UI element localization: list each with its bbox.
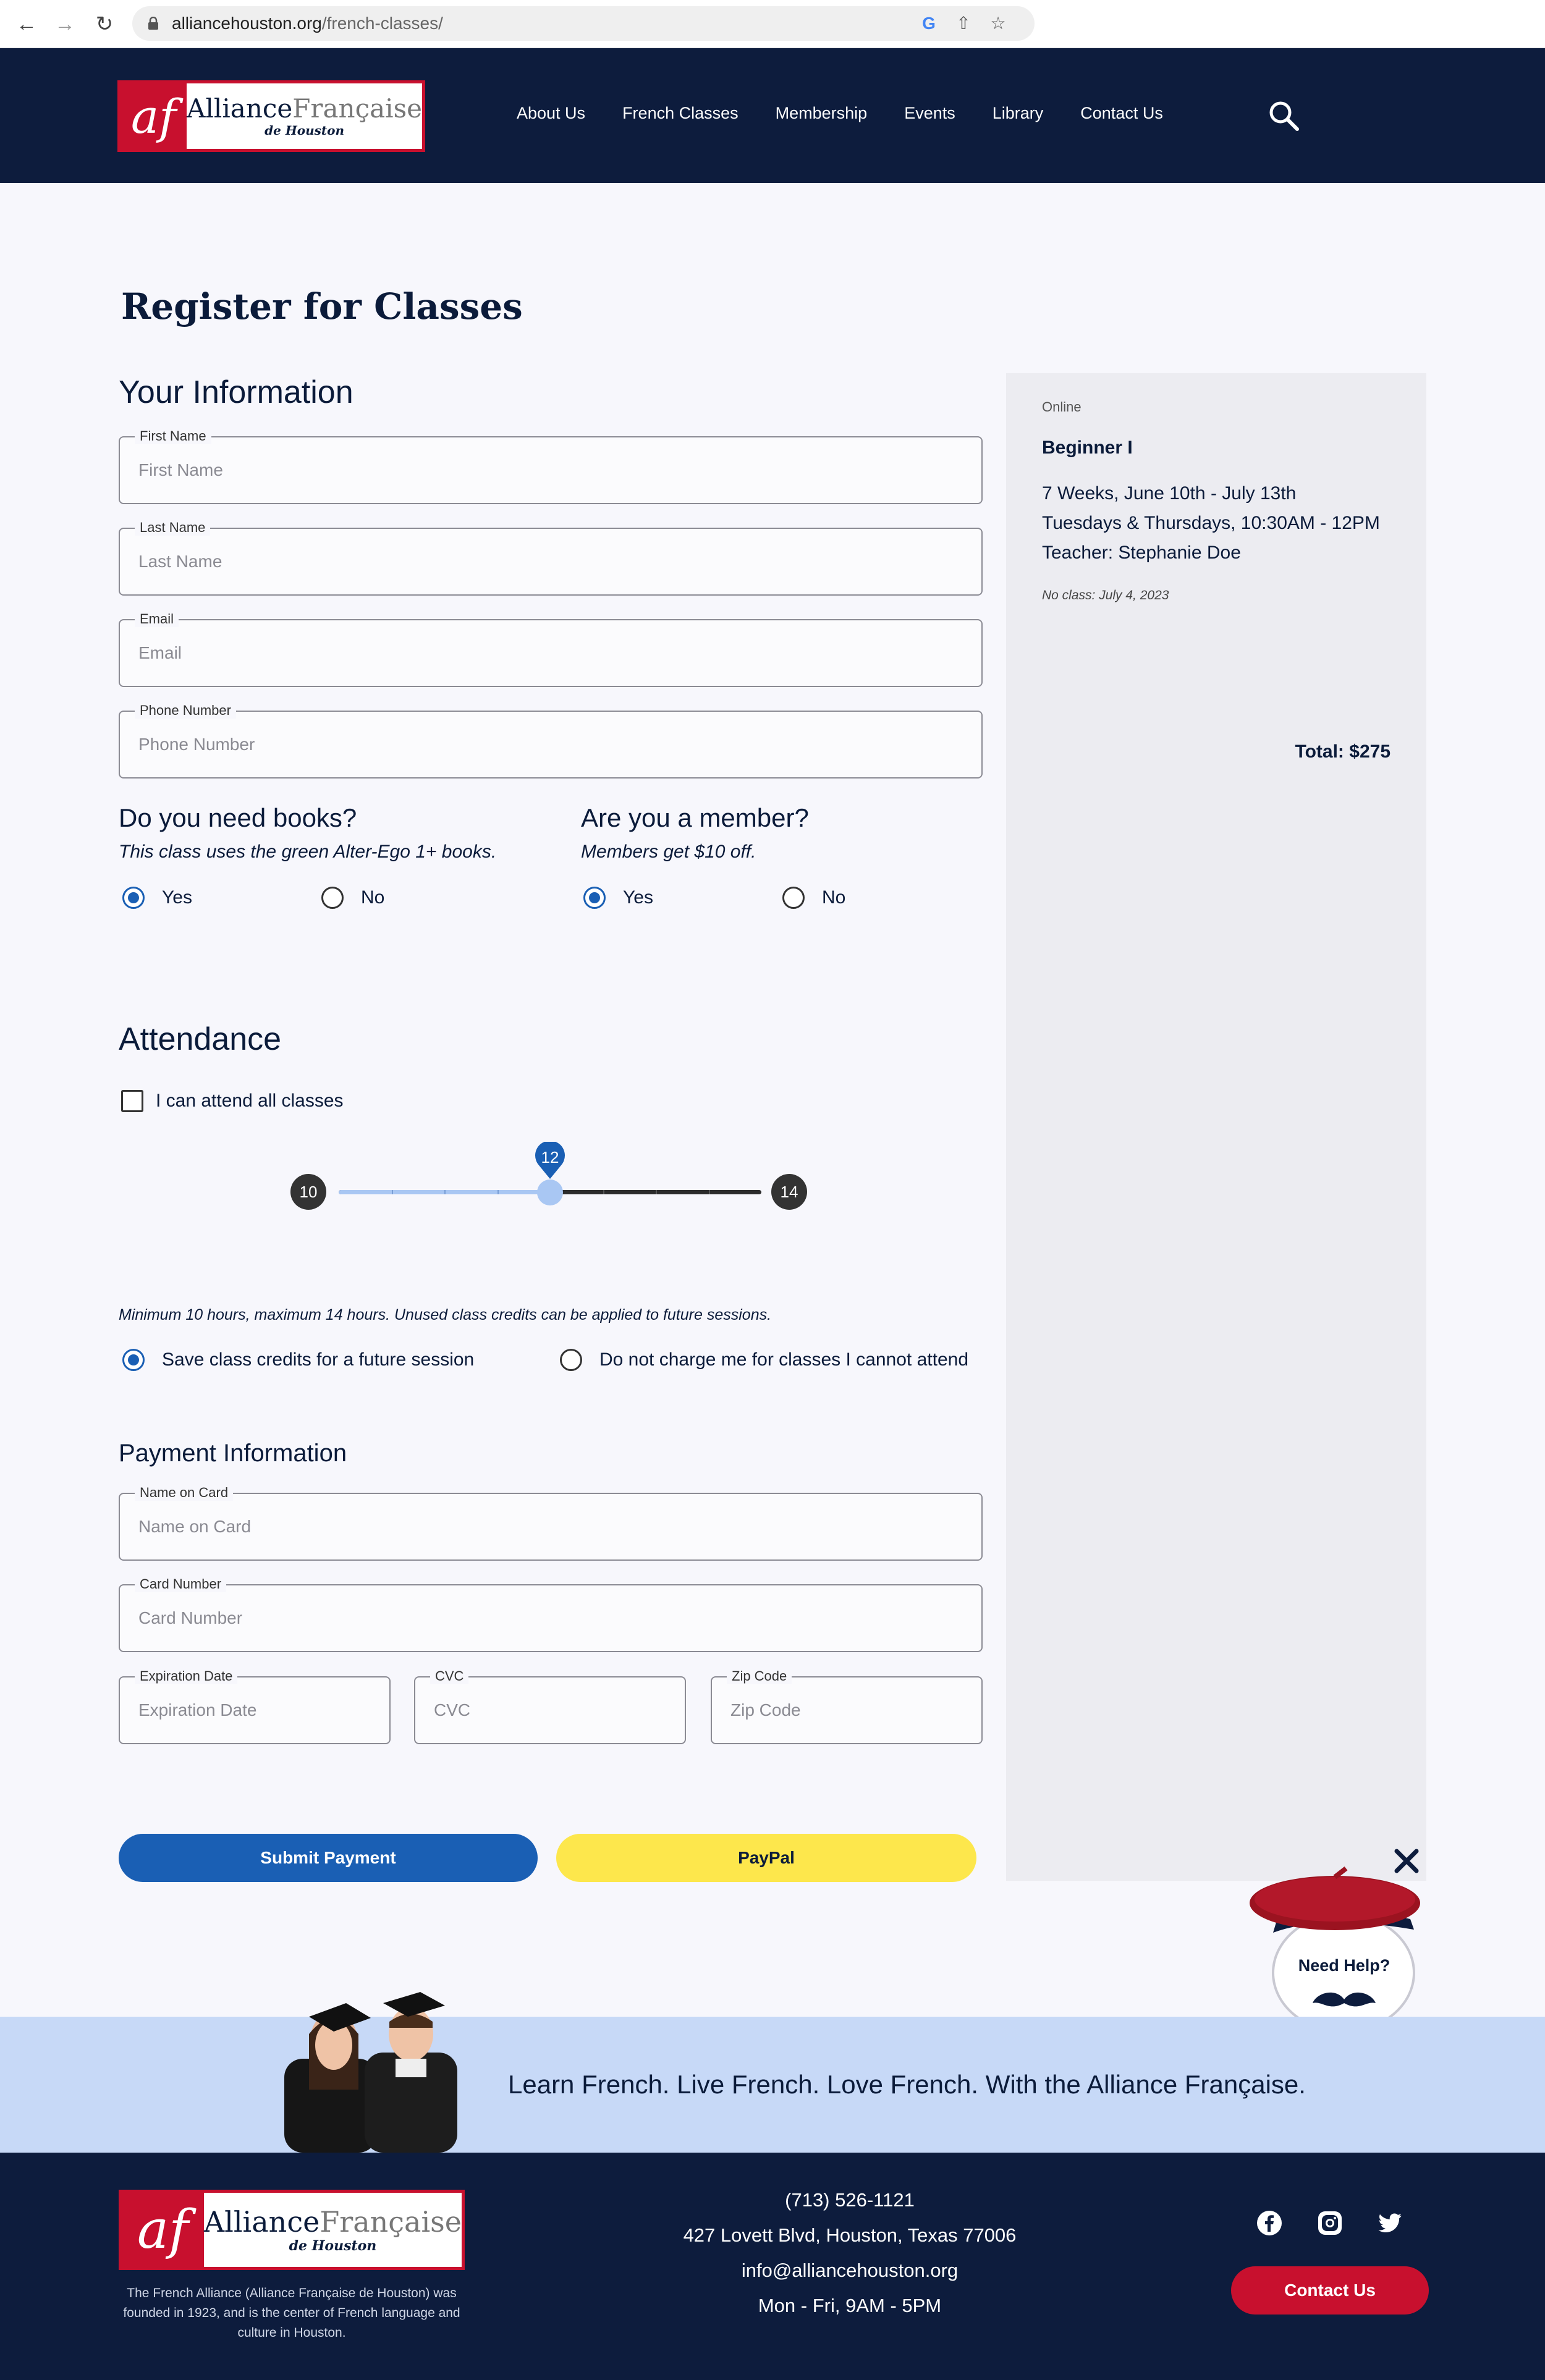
order-total: Total: $275 — [1295, 741, 1390, 762]
phone-placeholder: Phone Number — [138, 735, 255, 754]
footer-address: 427 Lovett Blvd, Houston, Texas 77006 — [683, 2224, 1017, 2246]
books-question: Do you need books? — [119, 803, 357, 832]
course-schedule: Tuesdays & Thursdays, 10:30AM - 12PM — [1042, 513, 1380, 533]
footer-logo-wordmark: AllianceFrançaise de Houston — [203, 2205, 462, 2254]
class-mode: Online — [1042, 399, 1082, 415]
books-yes-radio[interactable] — [122, 887, 145, 909]
email-placeholder: Email — [138, 643, 182, 662]
footer-about: The French Alliance (Alliance Française de Houston) was founded in 1923, and is the center of French language and culture in Houston. — [123, 2286, 460, 2340]
zip-code-label: Zip Code — [727, 1668, 792, 1684]
expiration-date-placeholder: Expiration Date — [138, 1700, 257, 1720]
main-nav — [517, 104, 1200, 123]
your-info-heading: Your Information — [119, 374, 353, 410]
nav-french-classes[interactable]: French Classes — [622, 104, 739, 122]
cvc-placeholder: CVC — [434, 1700, 471, 1720]
help-label: Need Help? — [1298, 1956, 1390, 1975]
footer-contact-button[interactable]: Contact Us — [1231, 2266, 1429, 2315]
member-yes-radio[interactable] — [583, 887, 606, 909]
site-logo[interactable] — [117, 80, 425, 152]
cvc-label: CVC — [430, 1668, 468, 1684]
no-charge-radio[interactable] — [560, 1349, 582, 1371]
footer-email[interactable]: info@alliancehouston.org — [741, 2260, 959, 2281]
hours-slider[interactable] — [290, 1148, 810, 1223]
card-number-field[interactable] — [119, 1576, 983, 1652]
course-name: Beginner I — [1042, 437, 1133, 458]
slider-tick — [392, 1190, 393, 1194]
address-bar[interactable] — [132, 6, 1035, 41]
slider-value-label: 12 — [541, 1148, 559, 1167]
attendance-note: Minimum 10 hours, maximum 14 hours. Unused class credits can be applied to future sessions. — [119, 1306, 772, 1323]
site-header — [0, 48, 1545, 183]
member-question: Are you a member? — [581, 803, 809, 832]
slider-tick — [656, 1190, 657, 1194]
course-dates: 7 Weeks, June 10th - July 13th — [1042, 483, 1297, 504]
search-icon[interactable] — [1267, 99, 1300, 132]
phone-label: Phone Number — [135, 703, 236, 719]
save-credits-radio[interactable] — [122, 1349, 145, 1371]
share-icon[interactable]: ⇧ — [956, 14, 971, 33]
lock-icon — [147, 17, 159, 30]
card-number-label: Card Number — [135, 1576, 226, 1592]
paypal-button[interactable]: PayPal — [556, 1834, 976, 1882]
books-yes-label: Yes — [162, 887, 192, 908]
nav-membership[interactable]: Membership — [775, 104, 868, 122]
save-credits-label: Save class credits for a future session — [162, 1349, 475, 1370]
instagram-icon[interactable] — [1316, 2209, 1344, 2237]
back-icon[interactable]: ← — [16, 12, 37, 36]
cvc-field[interactable] — [414, 1668, 686, 1744]
twitter-icon[interactable] — [1377, 2209, 1404, 2237]
name-on-card-field[interactable] — [119, 1485, 983, 1561]
slider-max-badge: 14 — [771, 1174, 807, 1210]
facebook-icon[interactable] — [1256, 2209, 1283, 2237]
reload-icon[interactable]: ↻ — [95, 12, 114, 36]
slider-tick — [603, 1190, 604, 1194]
books-no-label: No — [361, 887, 385, 908]
slider-tick — [444, 1190, 446, 1194]
submit-payment-button[interactable]: Submit Payment — [119, 1834, 538, 1882]
tagline-band — [0, 2017, 1545, 2153]
name-on-card-label: Name on Card — [135, 1485, 233, 1501]
bookmark-star-icon[interactable]: ☆ — [990, 14, 1006, 33]
books-no-radio[interactable] — [321, 887, 344, 909]
slider-thumb[interactable] — [537, 1179, 563, 1205]
email-field[interactable] — [119, 611, 983, 687]
attendance-heading: Attendance — [119, 1021, 282, 1057]
zip-code-field[interactable] — [711, 1668, 983, 1744]
last-name-placeholder: Last Name — [138, 552, 222, 571]
browser-toolbar — [0, 0, 1545, 48]
nav-events[interactable]: Events — [904, 104, 955, 122]
payment-heading: Payment Information — [119, 1440, 347, 1467]
expiration-date-field[interactable] — [119, 1668, 391, 1744]
expiration-date-label: Expiration Date — [135, 1668, 237, 1684]
first-name-field[interactable] — [119, 428, 983, 504]
attend-all-label: I can attend all classes — [156, 1091, 344, 1111]
books-note: This class uses the green Alter-Ego 1+ books. — [119, 842, 497, 862]
beret-icon — [1248, 1865, 1421, 1939]
footer-logo-mark: af — [122, 2193, 204, 2267]
email-label: Email — [135, 611, 179, 627]
member-yes-label: Yes — [623, 887, 653, 908]
slider-tick — [497, 1190, 499, 1194]
close-icon[interactable] — [1393, 1847, 1420, 1875]
nav-contact-us[interactable]: Contact Us — [1080, 104, 1163, 122]
no-charge-label: Do not charge me for classes I cannot attend — [599, 1349, 968, 1370]
google-icon[interactable]: G — [922, 14, 936, 33]
nav-about-us[interactable]: About Us — [517, 104, 586, 122]
logo-mark: af — [121, 83, 187, 149]
forward-icon[interactable]: → — [54, 12, 75, 36]
help-widget[interactable] — [1248, 1847, 1434, 2039]
logo-wordmark: AllianceFrançaise de Houston — [187, 93, 422, 138]
tagline-text: Learn French. Live French. Love French. With the Alliance Française. — [508, 2070, 1306, 2099]
graduates-photo — [278, 1985, 464, 2153]
name-on-card-placeholder: Name on Card — [138, 1517, 252, 1536]
nav-library[interactable]: Library — [992, 104, 1044, 122]
last-name-label: Last Name — [135, 520, 210, 536]
mustache-icon — [1310, 1987, 1378, 2014]
footer-hours: Mon - Fri, 9AM - 5PM — [758, 2295, 942, 2316]
site-footer — [0, 2153, 1545, 2380]
member-no-radio[interactable] — [782, 887, 805, 909]
last-name-field[interactable] — [119, 520, 983, 596]
url-text: alliancehouston.org/french-classes/ — [172, 14, 443, 33]
attend-all-checkbox[interactable] — [121, 1090, 143, 1112]
first-name-label: First Name — [135, 428, 211, 444]
footer-logo[interactable] — [119, 2190, 465, 2270]
slider-tick — [709, 1190, 710, 1194]
first-name-placeholder: First Name — [138, 460, 223, 479]
order-summary — [1006, 373, 1426, 1881]
page-title: Register for Classes — [121, 285, 523, 327]
member-no-label: No — [822, 887, 846, 908]
slider-min-badge: 10 — [290, 1174, 326, 1210]
member-note: Members get $10 off. — [581, 842, 756, 862]
course-teacher: Teacher: Stephanie Doe — [1042, 542, 1241, 563]
card-number-placeholder: Card Number — [138, 1608, 243, 1627]
phone-field[interactable] — [119, 703, 983, 779]
footer-contact-info — [618, 2182, 1082, 2323]
footer-phone[interactable]: (713) 526-1121 — [785, 2189, 915, 2211]
zip-code-placeholder: Zip Code — [730, 1700, 801, 1720]
no-class-note: No class: July 4, 2023 — [1042, 588, 1169, 602]
slider-value-pin — [533, 1142, 567, 1176]
